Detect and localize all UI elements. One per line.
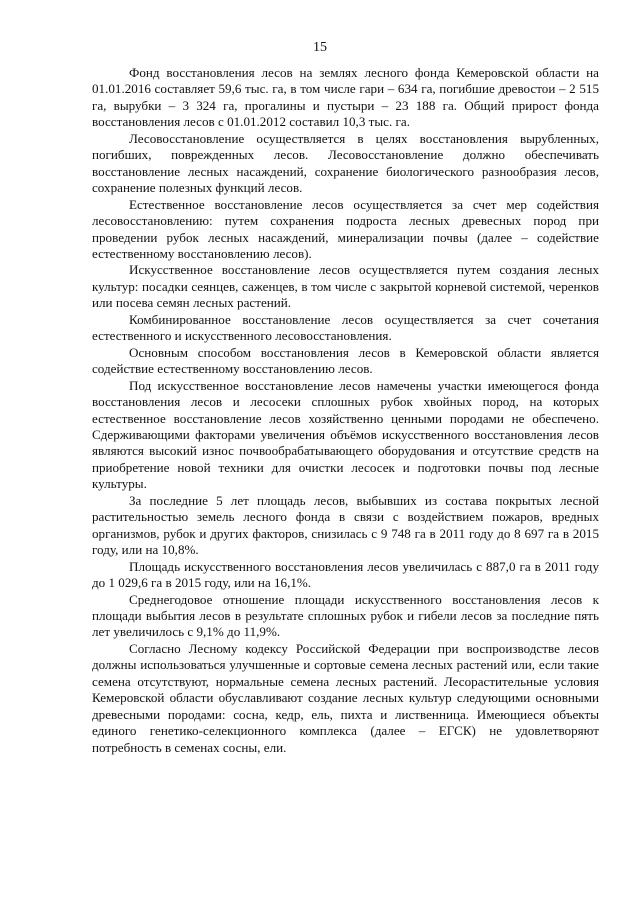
paragraph: Лесовосстановление осуществляется в целях восстановления вырубленных, погибших, поврежденных лесов. Лесовосстановление должно обеспечивать восстановление лесных насаждений, сохранение биологического разнообразия лесов, сохранение полезных функций лесов.: [92, 130, 599, 196]
document-body: [92, 65, 599, 756]
paragraph: Естественное восстановление лесов осуществляется за счет мер содействия лесовосстановлению: путем сохранения подроста лесных древесных пород при проведении рубок лесных насаждений, минерализации почвы (далее – содействие естественному восстановлению лесов).: [92, 196, 599, 261]
paragraph: Под искусственное восстановление лесов намечены участки имеющегося фонда восстановления лесов и лесосеки сплошных рубок хвойных пород, на которых естественное восстановление лесов хозяйственно ценными породами не обеспечено. Сдерживающими факторами увеличения объёмов искусственного восстановления лесов являются высокий износ почвообрабатывающего оборудования и отсутствие средств на приобретение новой техники для очистки лесосек и подготовки почвы под лесные культуры.: [92, 377, 599, 492]
paragraph: Фонд восстановления лесов на землях лесного фонда Кемеровской области на 01.01.2016 составляет 59,6 тыс. га, в том числе гари – 634 га, погибшие древостои – 2 515 га, вырубки – 3 324 га, прогалины и пустыри – 23 188 га. Общий прирост фонда восстановления лесов с 01.01.2012 составил 10,3 тыс. га.: [92, 65, 599, 130]
paragraph: Площадь искусственного восстановления лесов увеличилась с 887,0 га в 2011 году до 1 029,6 га в 2015 году, или на 16,1%.: [92, 558, 599, 591]
paragraph: Основным способом восстановления лесов в Кемеровской области является содействие естественному восстановлению лесов.: [92, 344, 599, 377]
paragraph: За последние 5 лет площадь лесов, выбывших из состава покрытых лесной растительностью земель лесного фонда в связи с воздействием пожаров, вредных организмов, рубок и других факторов, снизилась с 9 748 га в 2011 году до 8 697 га в 2015 году, или на 10,8%.: [92, 492, 599, 558]
paragraph: Среднегодовое отношение площади искусственного восстановления лесов к площади выбытия лесов в результате сплошных рубок и гибели лесов за последние пять лет увеличилось с 9,1% до 11,9%.: [92, 591, 599, 640]
paragraph: Комбинированное восстановление лесов осуществляется за счет сочетания естественного и искусственного лесовосстановления.: [92, 311, 599, 344]
page-number: 15: [313, 40, 327, 55]
paragraph: Согласно Лесному кодексу Российской Федерации при воспроизводстве лесов должны использоваться улучшенные и сортовые семена лесных растений или, если такие семена отсутствуют, нормальные семена лесных растений. Лесорастительные условия Кемеровской области обуславливают создание лесных культур следующими основными древесными породами: сосна, кедр, ель, пихта и лиственница. Имеющиеся объекты единого генетико-селекционного комплекса (далее – ЕГСК) не удовлетворяют потребность в семенах сосны, ели.: [92, 640, 599, 755]
paragraph: Искусственное восстановление лесов осуществляется путем создания лесных культур: посадки сеянцев, саженцев, в том числе с закрытой корневой системой, черенков или посева семян лесных растений.: [92, 262, 599, 311]
